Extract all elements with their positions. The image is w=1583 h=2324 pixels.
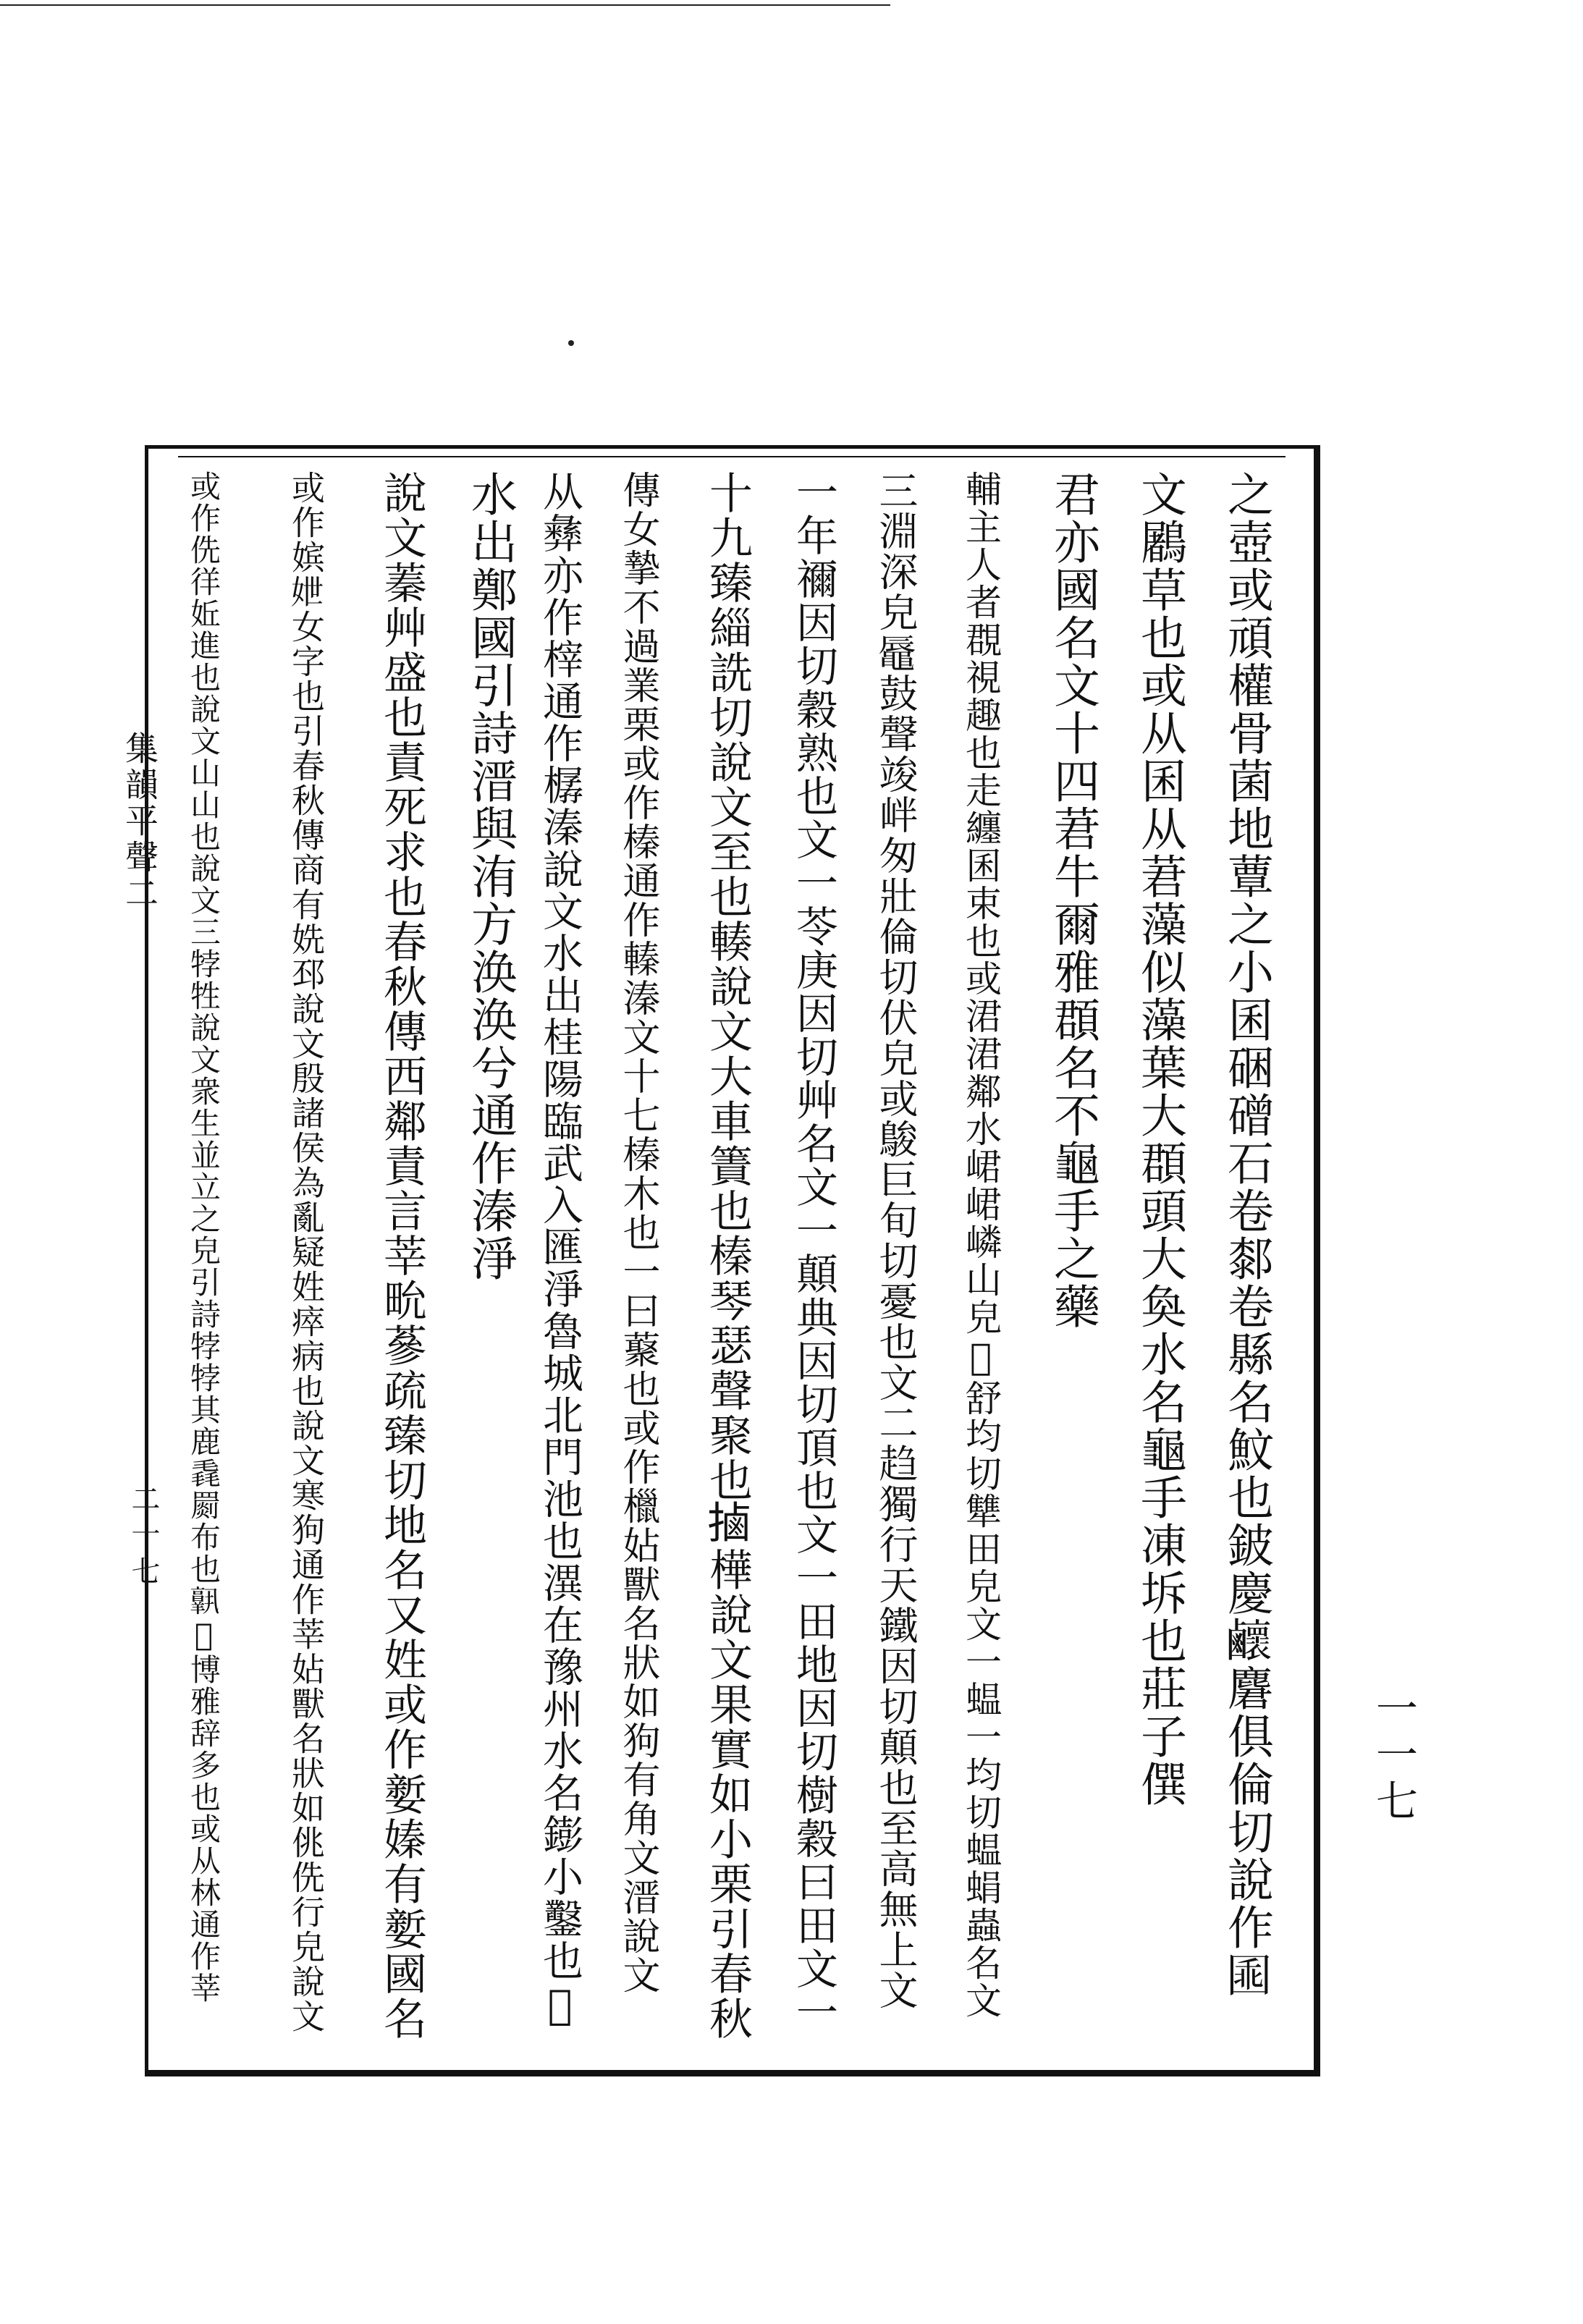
text-column-5: 三淵深皃𪓧鼓聲竣𡶡匆壯倫切伏皃或鵔巨旬切憂也文二趋獨行天鐵因切顛也至高無上文	[873, 470, 919, 2011]
text-column-2: 文鷵草也或从囷从莙藻似藻葉大頵頭大奐水名龜手凍坼也莊子僎	[1133, 470, 1186, 1808]
ink-speck	[568, 340, 574, 346]
text-column-12: 或作嫔𡛶女字也引春秋傳商有姺邳說文殷諸侯為亂疑姓瘁病也說文寒狗通作莘㚲獸名狀如佻侁行皃說文	[287, 470, 326, 2034]
margin-title: 集韻平聲二	[120, 731, 159, 912]
text-column-4: 輔主人者覠視趣也走纏囷束也或涒涒鄰水峮峮嶙山皃𪉆舒均切犨田皃文一蝹一均切蝹蜎蟲名文	[960, 470, 1002, 2019]
top-scan-edge	[0, 4, 890, 6]
text-column-3: 君亦國名文十四莙牛爾雅頵名不龜手之藥	[1046, 470, 1099, 1330]
text-column-6: 一年禰因切穀熟也文一苓庚因切艸名文一顛典因切頂也文一田地因切樹穀曰田文一	[789, 470, 838, 2034]
text-column-11: 說文蓁艸盛也責死求也春秋傳西鄰責言莘㽙蔘疏臻切地名又姓或作㜪嫀有㜪國名	[376, 470, 427, 2041]
text-column-7: 十九臻緇詵切說文至也輳說文大車簀也榛琴瑟聲聚也𢲸樺說文果實如小栗引春秋	[702, 470, 753, 2041]
text-column-13: 或作侁徉㚱進也說文山山也說文三㹀牲說文衆生並立之皃引詩㹀㹀其鹿毳罽布也𦏧𩪏博雅辞多也或从林通作莘	[186, 470, 221, 2004]
page-number: 一一七	[1369, 1686, 1418, 1825]
margin-folio: 二十七	[127, 1484, 160, 1592]
text-column-9: 从彝亦作榟通作樼溱說文水出桂陽臨武入匯淨魯城北門池也潩在豫州水名𨭌小鑿也𡚩	[536, 470, 583, 2030]
text-column-10: 水出鄭國引詩溍與洧方涣涣兮通作溱淨	[463, 470, 517, 1283]
text-column-1: 之壺或頑權骨菌地蕈之小囷硱磳石卷䣛卷縣名魰也鈹慶𪊉麏俱倫切說作𡇸	[1220, 470, 1273, 1999]
text-column-8: 傳女摯不過業栗或作榛通作轃溱文十七榛木也一曰藂也或作㯿㚲獸名狀如狗有角文溍說文	[616, 470, 659, 1995]
frame-top-rule	[178, 456, 1286, 457]
